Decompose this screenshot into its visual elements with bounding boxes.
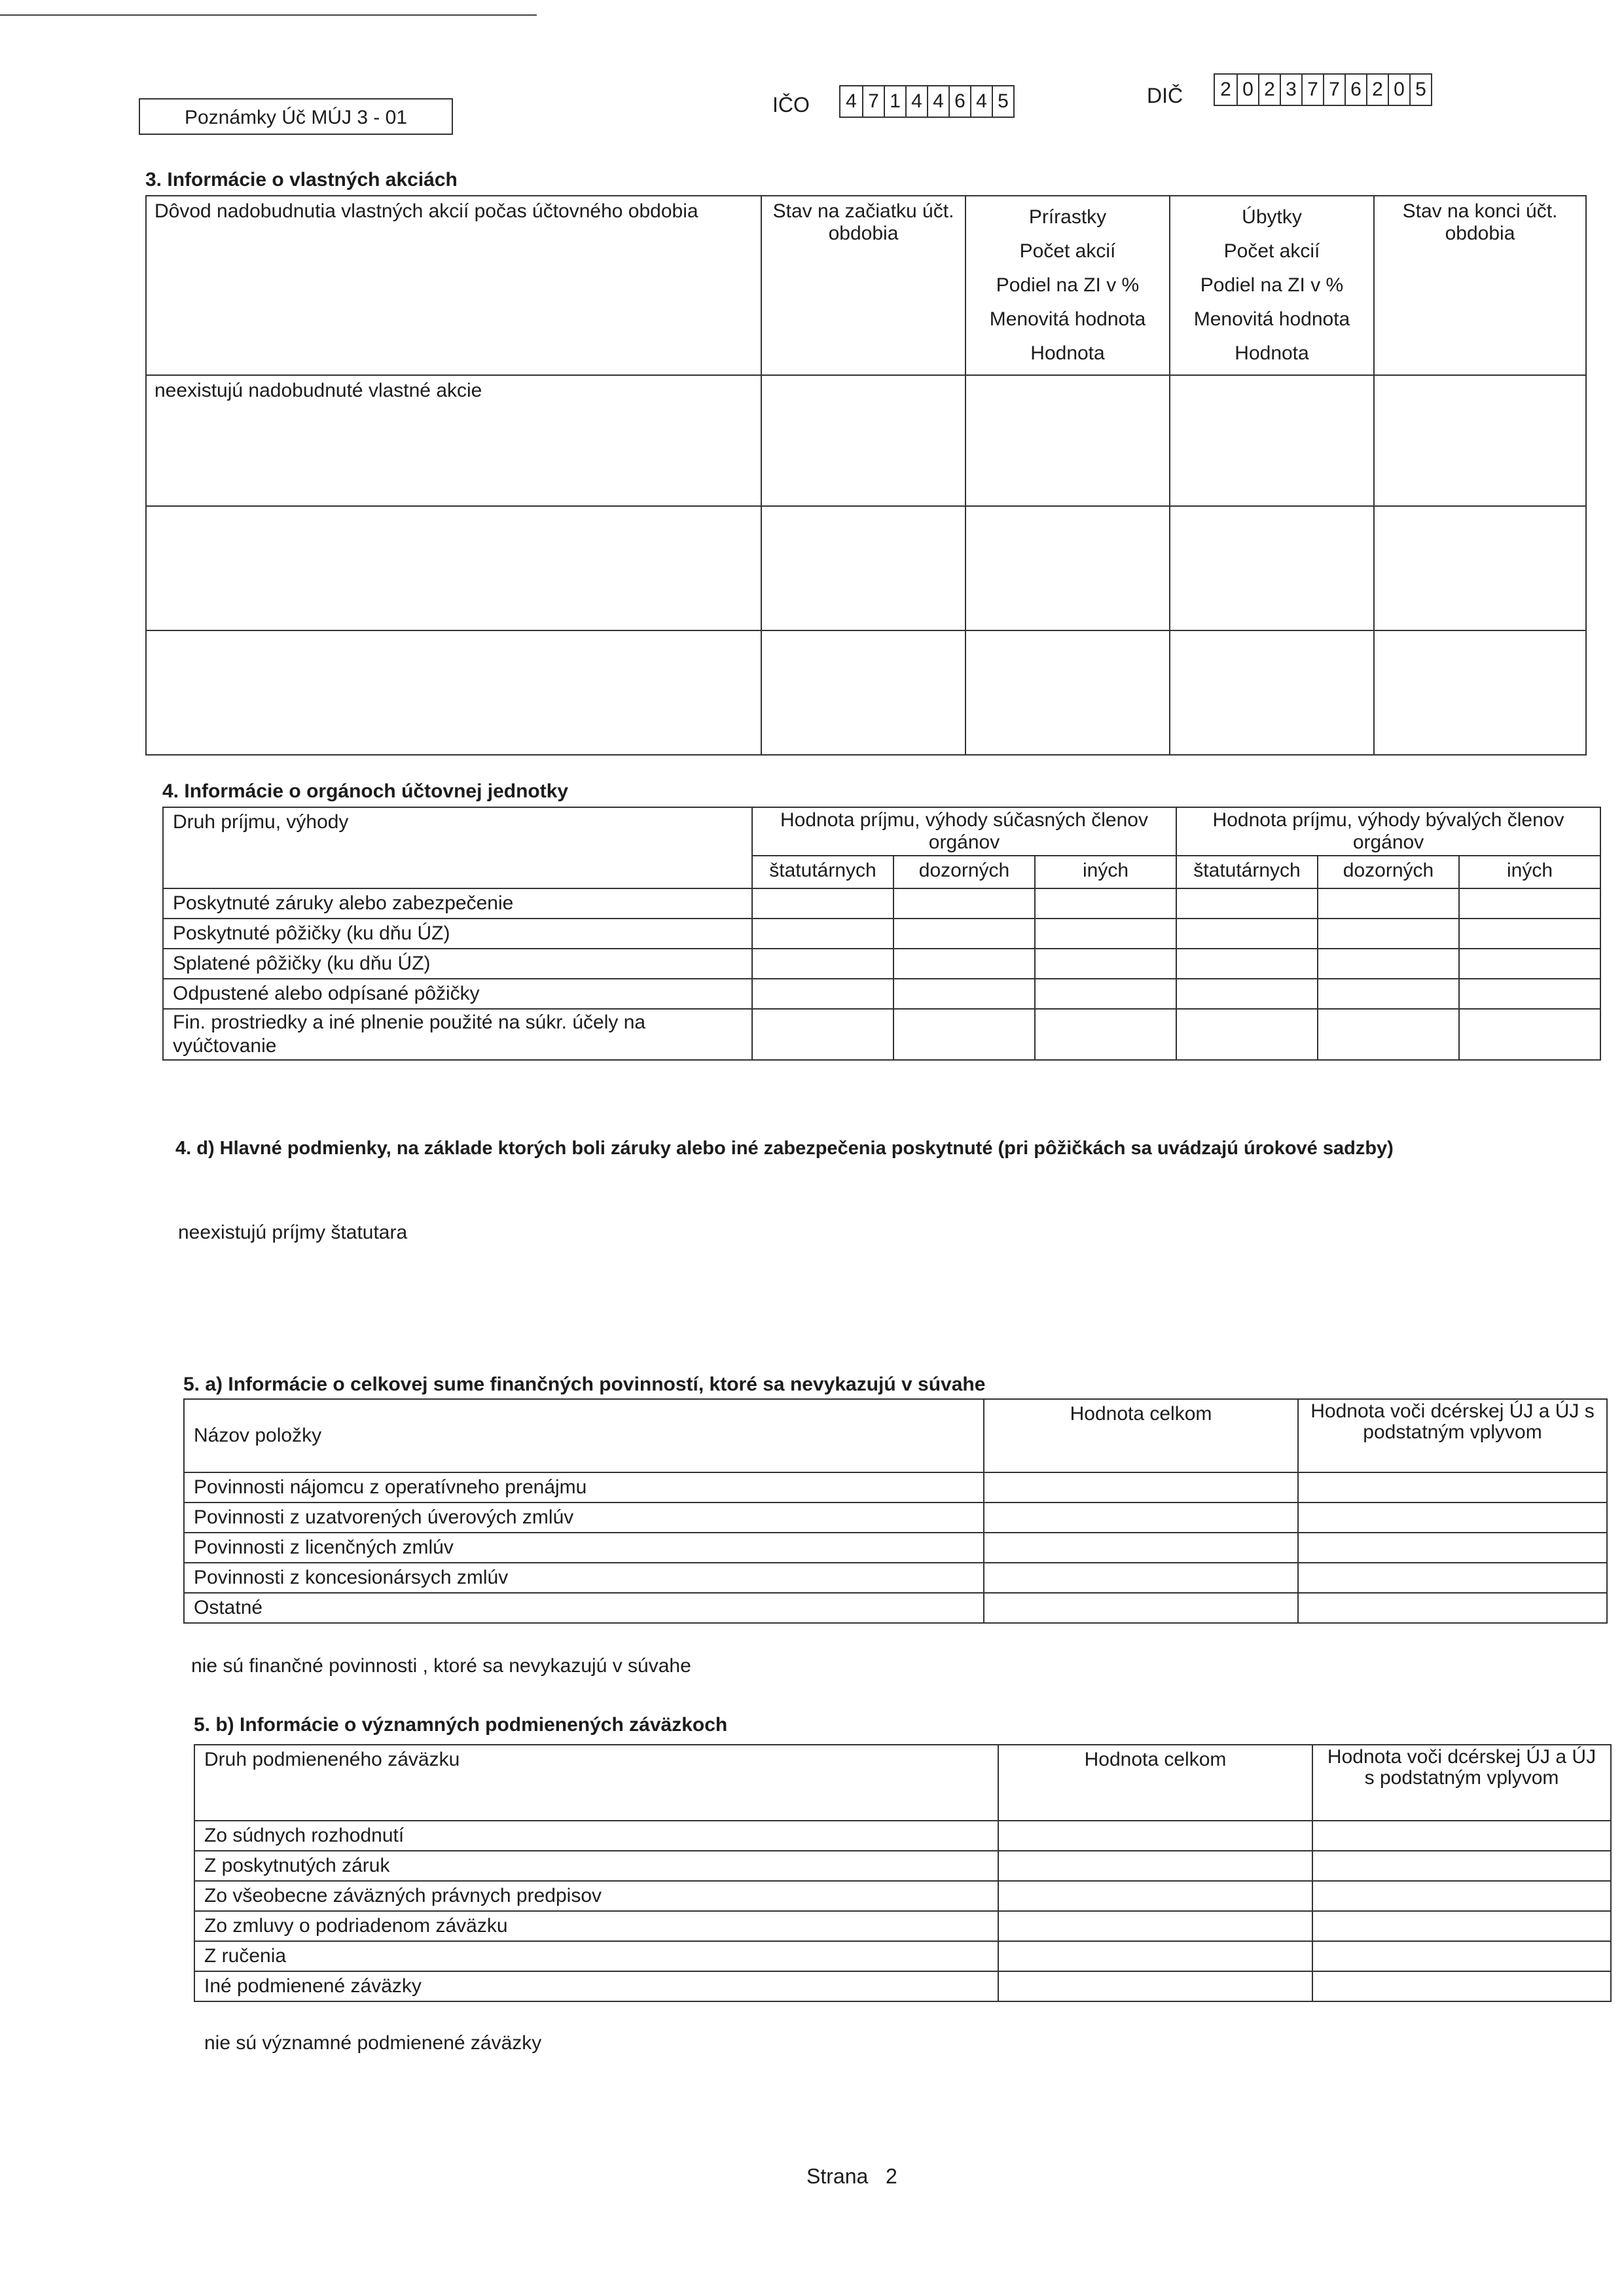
table-row	[194, 1851, 1611, 1881]
col-header-disposals: Úbytky Počet akcií Podiel na ZI v % Menovitá hodnota Hodnota	[1170, 196, 1374, 375]
section4d-note: neexistujú príjmy štatutara	[178, 1222, 408, 1243]
table-row	[163, 888, 1600, 919]
row-label: Poskytnuté pôžičky (ku dňu ÚZ)	[163, 919, 752, 949]
row-label: Zo všeobecne záväzných právnych predpisov	[194, 1881, 998, 1911]
section4d-title: 4. d) Hlavné podmienky, na základe ktorých boli záruky alebo iné zabezpečenia poskytnuté (pri pôžičkách sa uvádzajú úrokové sadzby)	[175, 1138, 1394, 1159]
table-row	[194, 1881, 1611, 1911]
sub-header-statutory: štatutárnych	[1176, 856, 1318, 888]
dic-digit: 2	[1258, 75, 1280, 105]
col-header-reason: Dôvod nadobudnutia vlastných akcií počas účtovného obdobia	[146, 196, 761, 375]
table-row	[163, 979, 1600, 1009]
dic-digit: 0	[1236, 75, 1258, 105]
table-cell	[965, 630, 1170, 755]
table-row	[163, 1009, 1600, 1060]
row-label: Iné podmienené záväzky	[194, 1971, 998, 2001]
shares-table	[145, 195, 1587, 756]
table-row	[184, 1472, 1607, 1503]
sub-header-statutory: štatutárnych	[752, 856, 893, 888]
col-header-related: Hodnota voči dcérskej ÚJ a ÚJ s podstatným vplyvom	[1298, 1399, 1607, 1472]
table-cell	[1170, 506, 1374, 630]
ico-digit: 6	[948, 86, 970, 117]
table-cell	[1170, 375, 1374, 506]
table-row	[194, 1911, 1611, 1941]
ico-digit: 4	[846, 90, 857, 112]
row-label: Zo súdnych rozhodnutí	[194, 1821, 998, 1851]
page-label: Strana	[806, 2164, 869, 2188]
sub-header-other: iných	[1035, 856, 1176, 888]
row-label: Povinnosti z licenčných zmlúv	[184, 1533, 984, 1563]
sub-header-other: iných	[1459, 856, 1600, 888]
col-header-type: Druh príjmu, výhody	[163, 807, 752, 888]
row-label: Odpustené alebo odpísané pôžičky	[163, 979, 752, 1009]
table-cell	[146, 630, 761, 755]
col-header-current: Hodnota príjmu, výhody súčasných členov orgánov	[752, 807, 1176, 856]
table-cell	[1170, 630, 1374, 755]
dic-digit: 3	[1280, 75, 1301, 105]
ico-digit: 7	[862, 86, 884, 117]
top-rule	[0, 14, 537, 16]
row-label: Povinnosti z uzatvorených úverových zmlúv	[184, 1503, 984, 1533]
table-cell	[761, 375, 965, 506]
financial-obligations-table	[183, 1398, 1608, 1624]
table-row	[184, 1533, 1607, 1563]
row-label: Zo zmluvy o podriadenom záväzku	[194, 1911, 998, 1941]
col-header-name: Druh podmieneného záväzku	[194, 1745, 998, 1821]
dic-digit: 7	[1323, 75, 1344, 105]
ico-digits	[839, 85, 1015, 118]
table-row	[194, 1971, 1611, 2001]
row-label: Z ručenia	[194, 1941, 998, 1971]
section5a-note: nie sú finančné povinnosti , ktoré sa nevykazujú v súvahe	[191, 1655, 691, 1677]
sub-header-supervisory: dozorných	[893, 856, 1035, 888]
dic-digit: 5	[1409, 75, 1431, 105]
dic-digits	[1214, 73, 1432, 106]
row-label: Splatené pôžičky (ku dňu ÚZ)	[163, 949, 752, 979]
section5b-title: 5. b) Informácie o významných podmienených záväzkoch	[194, 1714, 728, 1736]
row-label: Fin. prostriedky a iné plnenie použité na súkr. účely na vyúčtovanie	[163, 1009, 752, 1060]
ico-digit: 4	[927, 86, 948, 117]
table-cell	[965, 506, 1170, 630]
table-cell	[1374, 375, 1586, 506]
table-row	[194, 1941, 1611, 1971]
ico-label: IČO	[772, 93, 810, 117]
ico-digit: 4	[970, 86, 992, 117]
col-header-name: Názov položky	[184, 1399, 984, 1472]
section3-title: 3. Informácie o vlastných akciách	[145, 169, 458, 191]
table-cell	[1374, 630, 1586, 755]
table-row	[163, 919, 1600, 949]
dic-digit: 0	[1388, 75, 1409, 105]
row-label: Poskytnuté záruky alebo zabezpečenie	[163, 888, 752, 919]
dic-digit: 7	[1301, 75, 1323, 105]
col-header-start: Stav na začiatku účt. obdobia	[761, 196, 965, 375]
table-row	[184, 1563, 1607, 1593]
col-header-end: Stav na konci účt. obdobia	[1374, 196, 1586, 375]
table-row	[163, 949, 1600, 979]
section5a-title: 5. a) Informácie o celkovej sume finančných povinností, ktoré sa nevykazujú v súvahe	[183, 1374, 986, 1395]
table-row	[184, 1503, 1607, 1533]
ico-digit: 5	[992, 86, 1013, 117]
row-label: Povinnosti z koncesionársych zmlúv	[184, 1563, 984, 1593]
sub-header-supervisory: dozorných	[1318, 856, 1459, 888]
organs-table	[162, 807, 1601, 1061]
table-cell	[146, 506, 761, 630]
table-cell: neexistujú nadobudnuté vlastné akcie	[146, 375, 761, 506]
page-number-value: 2	[885, 2164, 897, 2188]
col-header-related: Hodnota voči dcérskej ÚJ a ÚJ s podstatným vplyvom	[1312, 1745, 1611, 1821]
section5b-note: nie sú významné podmienené záväzky	[204, 2032, 542, 2054]
col-header-total: Hodnota celkom	[984, 1399, 1298, 1472]
contingent-liabilities-table	[194, 1744, 1612, 2002]
table-cell	[1374, 506, 1586, 630]
ico-digit: 1	[884, 86, 905, 117]
form-label: Poznámky Úč MÚJ 3 - 01	[139, 98, 453, 135]
col-header-total: Hodnota celkom	[998, 1745, 1312, 1821]
table-cell	[761, 630, 965, 755]
dic-digit: 2	[1366, 75, 1388, 105]
table-cell	[965, 375, 1170, 506]
section4-title: 4. Informácie o orgánoch účtovnej jednotky	[162, 780, 569, 802]
col-header-additions: Prírastky Počet akcií Podiel na ZI v % Menovitá hodnota Hodnota	[965, 196, 1170, 375]
row-label: Z poskytnutých záruk	[194, 1851, 998, 1881]
table-row	[194, 1821, 1611, 1851]
dic-digit: 2	[1220, 79, 1231, 100]
col-header-former: Hodnota príjmu, výhody bývalých členov orgánov	[1176, 807, 1600, 856]
dic-label: DIČ	[1147, 84, 1183, 107]
table-cell	[761, 506, 965, 630]
table-row	[184, 1593, 1607, 1623]
dic-digit: 6	[1344, 75, 1366, 105]
row-label: Ostatné	[184, 1593, 984, 1623]
page-number	[806, 2164, 897, 2189]
row-label: Povinnosti nájomcu z operatívneho prenájmu	[184, 1472, 984, 1503]
ico-digit: 4	[905, 86, 927, 117]
